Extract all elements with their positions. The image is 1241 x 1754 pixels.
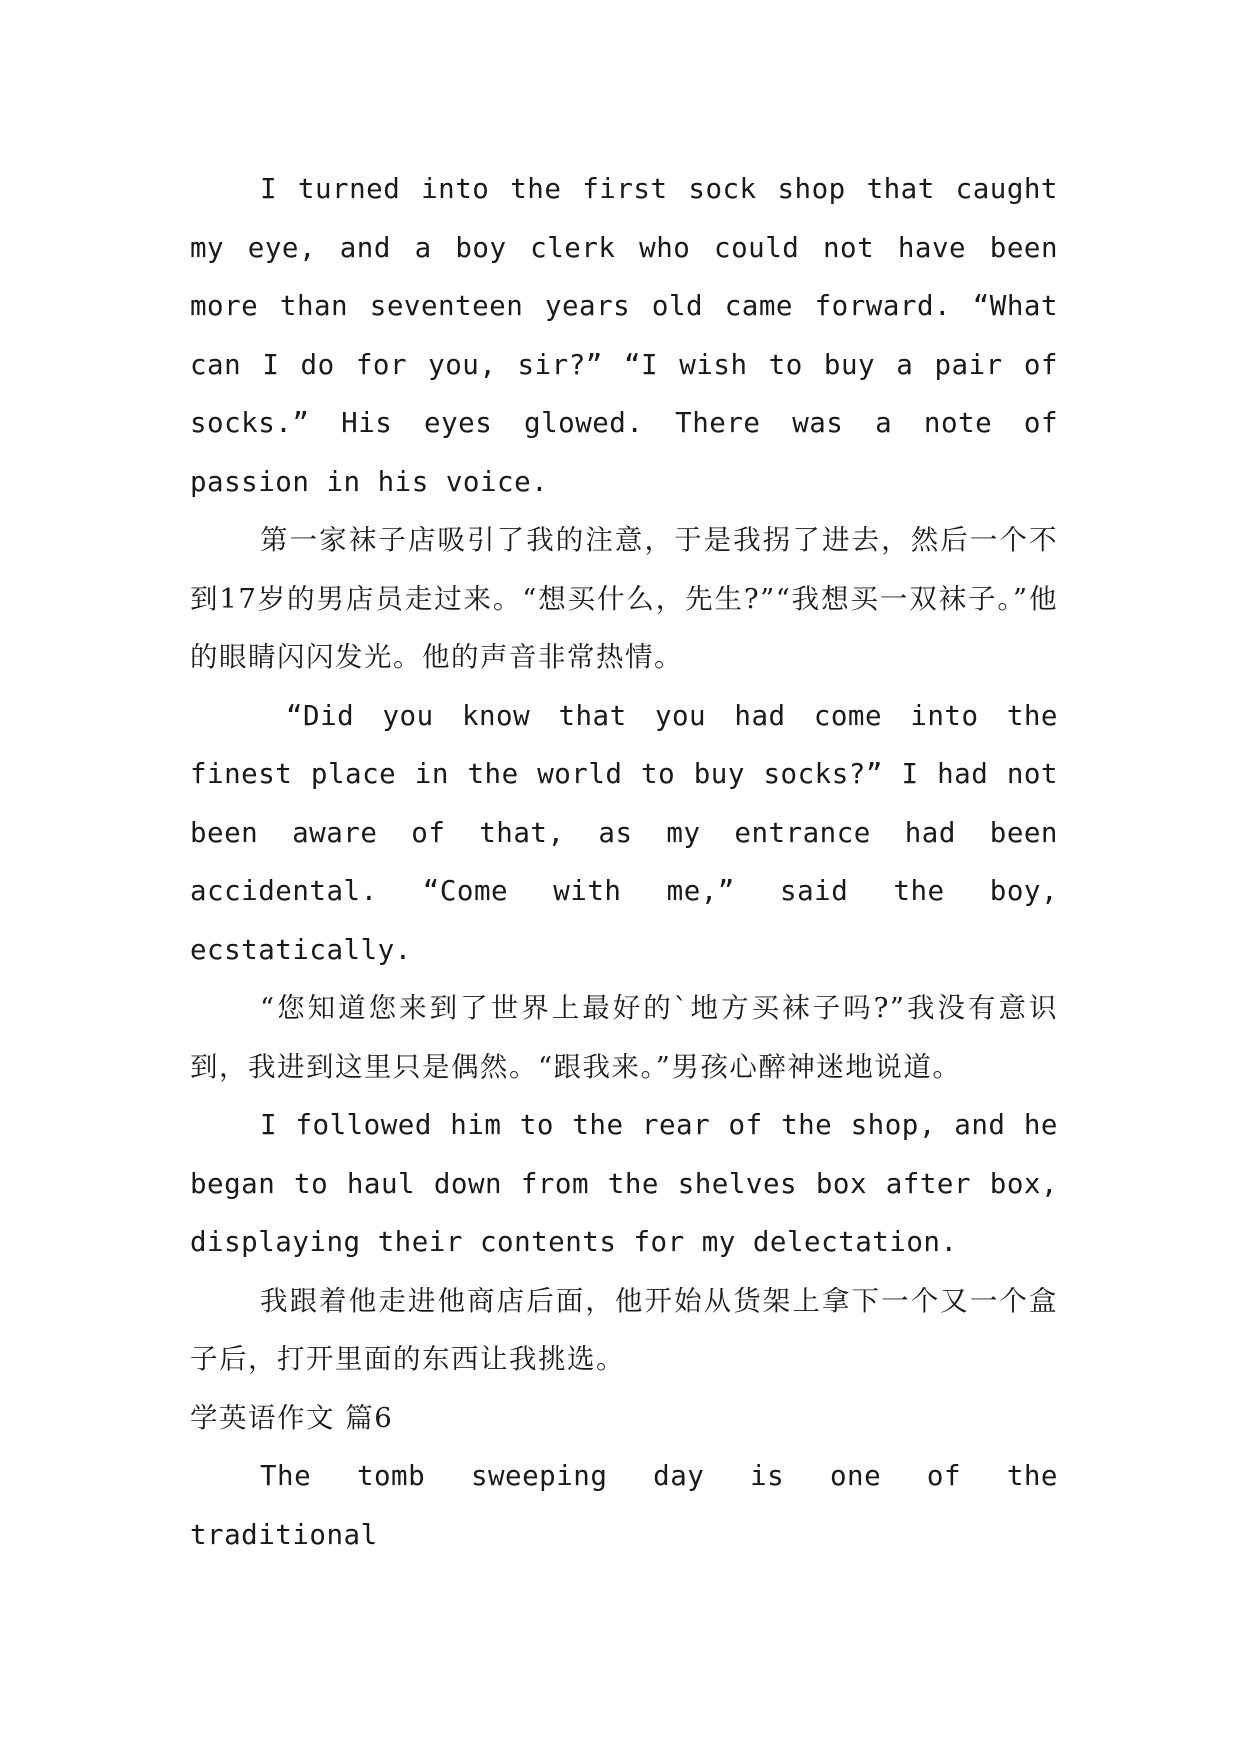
paragraph-english-1: I turned into the first sock shop that caught my eye, and a boy clerk who could not have been more than seventeen years old came forward. “What can I do for you, sir?” “I wish to buy a pair of socks.” His eyes glowed. There was a note of passion in his voice.	[190, 173, 1058, 498]
document-page	[190, 160, 1058, 1564]
paragraph-english-2: “Did you know that you had come into the finest place in the world to buy socks?” I had not been aware of that, as my entrance had been accidental. “Come with me,” said the boy, ecstatically.	[190, 699, 1058, 966]
paragraph-english-3: I followed him to the rear of the shop, and he began to haul down from the shelves box after box, displaying their contents for my delectation.	[190, 1109, 1058, 1258]
paragraph-chinese-3: 我跟着他走进他商店后面，他开始从货架上拿下一个又一个盒子后，打开里面的东西让我挑选。	[190, 1284, 1058, 1375]
paragraph-chinese-2: “您知道您来到了世界上最好的`地方买袜子吗?”我没有意识到，我进到这里只是偶然。“跟我来。”男孩心醉神迷地说道。	[190, 992, 1058, 1083]
paragraph-chinese-1: 第一家袜子店吸引了我的注意，于是我拐了进去，然后一个不到17岁的男店员走过来。“想买什么，先生?”“我想买一双袜子。”他的眼睛闪闪发光。他的声音非常热情。	[190, 524, 1058, 673]
section-heading: 学英语作文 篇6	[190, 1401, 394, 1434]
paragraph-english-4: The tomb sweeping day is one of the traditional	[190, 1460, 1058, 1551]
